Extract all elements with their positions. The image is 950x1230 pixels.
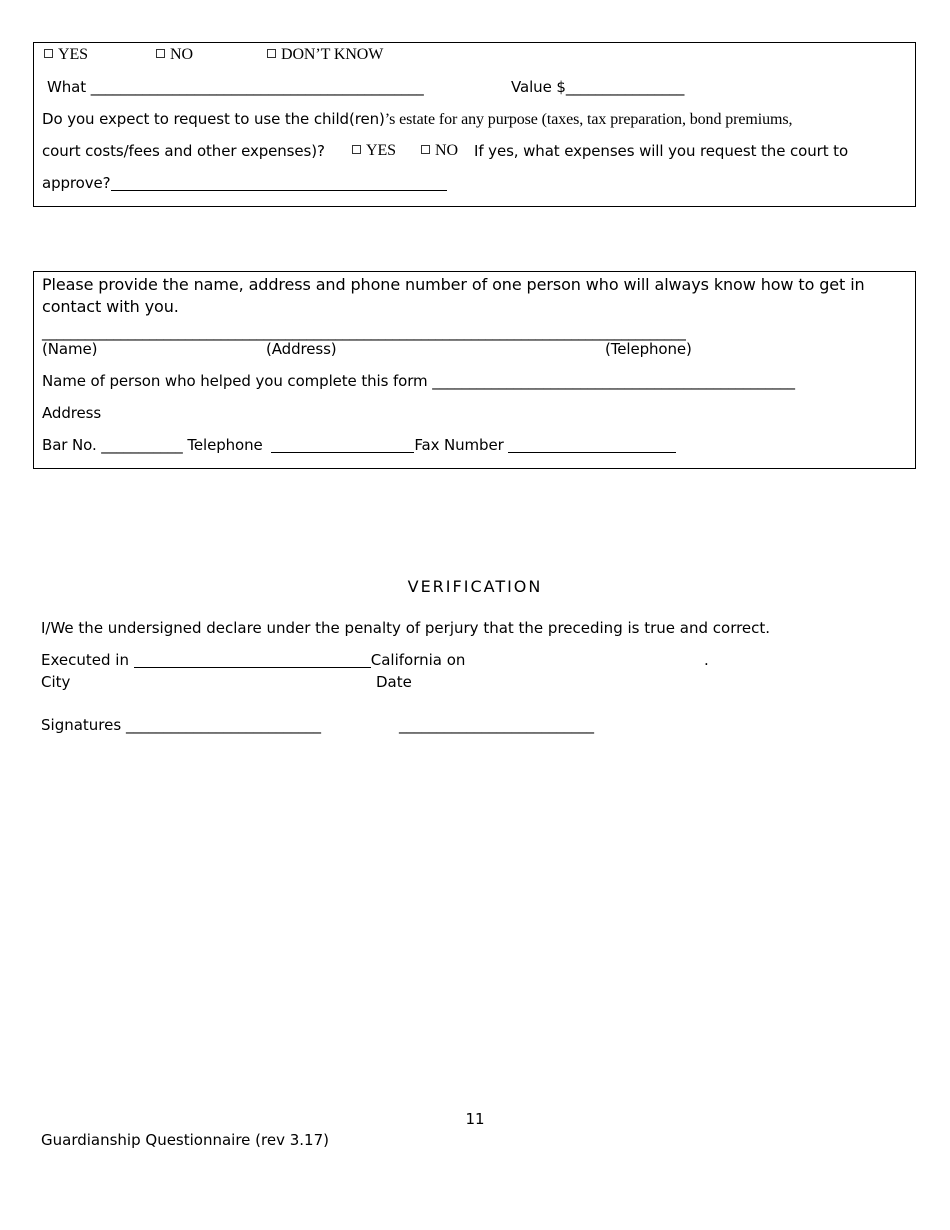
bar-label: Bar No. bbox=[42, 436, 97, 454]
helper-label: Name of person who helped you complete this form bbox=[42, 372, 428, 390]
signatures-line bbox=[41, 716, 321, 734]
helper-telephone-field[interactable] bbox=[271, 438, 414, 453]
value-label: Value $ bbox=[511, 78, 566, 96]
dont-know-checkbox[interactable] bbox=[267, 49, 276, 58]
estate-question-cont: ’s estate for any purpose (taxes, tax preparation, bond premiums, bbox=[384, 111, 793, 128]
estate-followup: If yes, what expenses will you request the court to bbox=[474, 142, 849, 160]
city-caption: City bbox=[41, 673, 71, 691]
helper-field[interactable]: _________________________________________________ bbox=[432, 372, 795, 390]
contact-section bbox=[33, 271, 916, 469]
page-number: 11 bbox=[465, 1110, 485, 1128]
executed-line bbox=[41, 651, 465, 669]
date-field[interactable] bbox=[704, 651, 709, 669]
no-checkbox[interactable] bbox=[156, 49, 165, 58]
what-field[interactable]: _____________________________________________ bbox=[90, 78, 424, 96]
fax-label: Fax Number bbox=[414, 436, 504, 454]
contact-prompt-cont: contact with you. bbox=[42, 297, 179, 316]
estate-yes-label: YES bbox=[366, 142, 396, 159]
what-label: What bbox=[47, 78, 87, 96]
name-caption: (Name) bbox=[42, 340, 98, 358]
signature-field-1[interactable]: __________________________ bbox=[125, 716, 321, 734]
estate-question-line2: court costs/fees and other expenses)? bbox=[42, 142, 325, 160]
period-mark: . bbox=[704, 651, 709, 669]
california-label: California on bbox=[370, 651, 466, 669]
estate-yes-checkbox[interactable] bbox=[352, 145, 361, 154]
date-caption: Date bbox=[376, 673, 412, 691]
value-field[interactable]: ________________ bbox=[565, 78, 685, 96]
signature-field-2[interactable]: __________________________ bbox=[399, 716, 594, 734]
contact-prompt: Please provide the name, address and phone number of one person who will always know how to get in bbox=[42, 275, 865, 294]
city-field[interactable] bbox=[134, 653, 371, 668]
signatures-label: Signatures bbox=[41, 716, 122, 734]
verification-title: VERIFICATION bbox=[407, 577, 543, 596]
estate-question: Do you expect to request to use the child(ren) bbox=[42, 110, 385, 128]
helper-telephone-label: Telephone bbox=[187, 436, 263, 454]
telephone-caption: (Telephone) bbox=[605, 340, 692, 358]
dont-know-option-label: DON’T KNOW bbox=[281, 46, 384, 63]
form-name: Guardianship Questionnaire (rev 3.17) bbox=[41, 1131, 329, 1149]
helper-address-label: Address bbox=[42, 404, 102, 422]
executed-label: Executed in bbox=[41, 651, 129, 669]
estate-section bbox=[33, 42, 916, 207]
no-option-label: NO bbox=[170, 46, 193, 63]
fax-field[interactable] bbox=[508, 438, 676, 453]
yes-option-label: YES bbox=[58, 46, 88, 63]
estate-no-checkbox[interactable] bbox=[421, 145, 430, 154]
declaration-text: I/We the undersigned declare under the penalty of perjury that the preceding is true and correct. bbox=[41, 619, 771, 637]
approve-field[interactable] bbox=[111, 176, 447, 191]
yes-checkbox[interactable] bbox=[44, 49, 53, 58]
approve-label: approve? bbox=[42, 174, 111, 192]
address-caption: (Address) bbox=[266, 340, 337, 358]
estate-no-label: NO bbox=[435, 142, 458, 159]
bar-field[interactable]: ___________ bbox=[101, 436, 183, 454]
contact-field[interactable]: __________________________________________________________________________________________ bbox=[42, 323, 686, 341]
